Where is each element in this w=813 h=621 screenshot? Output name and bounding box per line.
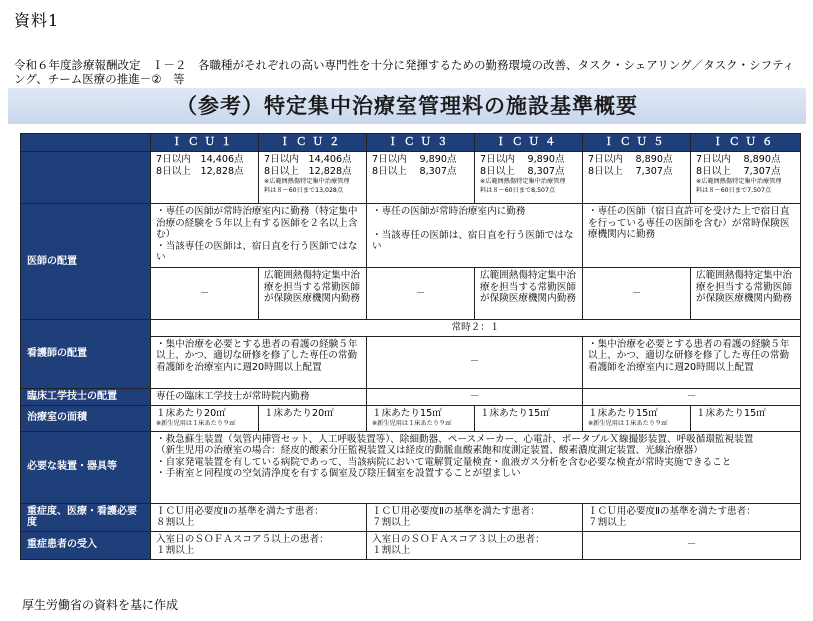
header-icu2: ＩＣＵ２ [259,134,367,152]
severity-icu34 [367,503,583,531]
area-value: １床あたり20㎡ [264,407,334,419]
equipment-line4: ・手術室と同程度の空気清浄度を有する個室及び陰圧個室を設置することが望ましい [156,468,521,479]
doctor-icu3-burn: － [367,268,475,320]
area-value: １床あたり15㎡ [372,407,442,419]
points-note1: ※広範囲熱傷特定集中治療管理 [264,178,350,185]
points-line1: 7日以内 14,406点 [156,154,244,165]
doctor-icu56-line1: ・専任の医師（宿日直許可を受けた上で宿日直を行っている専任の医師を含む）が常時保険医療機関内に勤務 [588,206,790,240]
severe-icu12-line2: １割以上 [156,545,195,556]
doctor-icu56 [583,204,801,268]
area-icu5 [583,405,691,431]
points-note2: 料は８～60日まで8,507点 [480,187,556,194]
doctor-icu12-line2: ・当該専任の医師は、宿日直を行う医師ではない [156,240,358,263]
area-value: １床あたり15㎡ [480,407,550,419]
nurse-icu34: － [367,336,583,388]
doctor-icu5-burn: － [583,268,691,320]
points-note1: ※広範囲熱傷特定集中治療管理 [696,178,782,185]
severe-row-head: 重症患者の受入 [21,531,151,559]
doctor-icu1-burn: － [151,268,259,320]
engineer-row-head: 臨床工学技士の配置 [21,388,151,405]
points-line1: 7日以内 9,890点 [480,154,565,165]
document-label: 資料1 [14,11,60,30]
points-icu5 [583,152,691,204]
area-value: １床あたり15㎡ [696,407,766,419]
equipment-line1: ・救急蘇生装置（気管内挿管セット、人工呼吸装置等）、除細動器、ペースメーカー、心電計、ポータブルＸ線撮影装置、呼吸循環監視装置 [156,433,754,445]
area-row-head: 治療室の面積 [21,405,151,431]
area-note: ※新生児用は１床あたり９㎡ [156,420,236,427]
engineer-icu34: － [367,388,583,405]
header-corner [21,134,151,152]
equipment-row-head: 必要な装置・器具等 [21,431,151,503]
source-note: 厚生労働省の資料を基に作成 [22,598,179,612]
doctor-icu12-line1: ・専任の医師が常時治療室内に勤務（特定集中治療の経験を５年以上有する医師を２名以上含む） [156,206,358,240]
points-note2: 料は８～60日まで7,507点 [696,187,772,194]
doctor-icu34-line2: ・当該専任の医師は、宿日直を行う医師ではない [372,229,574,252]
nurse-ratio: 常時２：１ [151,320,801,337]
points-line1: 7日以内 8,890点 [696,154,781,165]
area-icu6 [691,405,801,431]
area-icu2 [259,405,367,431]
equipment-line2: （新生児用の治療室の場合：経皮的酸素分圧監視装置又は経皮的動脈血酸素飽和度測定装置、酸素濃度測定装置、光線治療器） [156,445,703,456]
points-line2: 8日以上 8,307点 [372,165,457,177]
severe-icu12-line1: 入室日のＳＯＦＡスコア５以上の患者： [156,533,329,545]
points-line2: 8日以上 12,828点 [264,165,352,177]
severe-icu34-line1: 入室日のＳＯＦＡスコア３以上の患者： [372,533,545,545]
points-icu4 [475,152,583,204]
engineer-icu56: － [583,388,801,405]
doctor-icu34-line1: ・専任の医師が常時治療室内に勤務 [372,206,526,217]
doctor-icu34 [367,204,583,268]
severity-icu34-line1: ＩＣＵ用必要度Ⅱの基準を満たす患者： [372,505,540,517]
equipment-cell [151,431,801,503]
nurse-row-head: 看護師の配置 [21,320,151,389]
points-note2: 料は８～60日まで13,028点 [264,187,344,194]
criteria-table-wrap [20,133,800,560]
doctor-icu4-burn: 広範囲熱傷特定集中治療を担当する常勤医師が保険医療機関内勤務 [475,268,583,320]
points-icu1 [151,152,259,204]
header-icu3: ＩＣＵ３ [367,134,475,152]
area-value: １床あたり15㎡ [588,407,658,419]
area-note: ※新生児用は１床あたり９㎡ [372,420,452,427]
doctor-row-head: 医師の配置 [21,204,151,320]
area-icu4 [475,405,583,431]
severe-icu34-line2: １割以上 [372,545,411,556]
doctor-icu2-burn: 広範囲熱傷特定集中治療を担当する常勤医師が保険医療機関内勤務 [259,268,367,320]
points-row-head [21,152,151,204]
points-note1: ※広範囲熱傷特定集中治療管理 [480,178,566,185]
points-icu2 [259,152,367,204]
area-note: ※新生児用は１床あたり９㎡ [588,420,668,427]
severity-icu12-line1: ＩＣＵ用必要度Ⅱの基準を満たす患者： [156,505,324,517]
points-line2: 8日以上 7,307点 [696,165,781,177]
equipment-line3: ・自家発電装置を有している病院であって、当該病院において電解質定量検査・血液ガス分析を含む必要な検査が常時実施できること [156,456,732,468]
area-icu1 [151,405,259,431]
area-icu3 [367,405,475,431]
criteria-table [20,133,801,560]
points-line2: 8日以上 12,828点 [156,165,244,177]
header-icu5: ＩＣＵ５ [583,134,691,152]
severe-icu56: － [583,531,801,559]
doctor-icu12 [151,204,367,268]
severity-row-head: 重症度、医療・看護必要度 [21,503,151,531]
subtitle: 令和６年度診療報酬改定 Ｉ－２ 各職種がそれぞれの高い専門性を十分に発揮するための勤務環境の改善、タスク・シェアリング／タスク・シフティング、チーム医療の推進－② 等 [14,58,795,86]
nurse-icu12: ・集中治療を必要とする患者の看護の経験５年以上、かつ、適切な研修を修了した専任の常勤看護師を治療室内に週20時間以上配置 [151,336,367,388]
points-line1: 7日以内 9,890点 [372,154,457,165]
points-line1: 7日以内 8,890点 [588,154,673,165]
severity-icu56-line1: ＩＣＵ用必要度Ⅱの基準を満たす患者： [588,505,756,517]
engineer-icu12: 専任の臨床工学技士が常時院内勤務 [151,388,367,405]
header-icu4: ＩＣＵ４ [475,134,583,152]
severity-icu12 [151,503,367,531]
severe-icu12 [151,531,367,559]
severity-icu34-line2: ７割以上 [372,517,411,528]
points-line2: 8日以上 7,307点 [588,165,673,177]
area-value: １床あたり20㎡ [156,407,226,419]
nurse-icu56: ・集中治療を必要とする患者の看護の経験５年以上、かつ、適切な研修を修了した専任の常勤看護師を治療室内に週20時間以上配置 [583,336,801,388]
header-icu6: ＩＣＵ６ [691,134,801,152]
severe-icu34 [367,531,583,559]
doctor-icu6-burn: 広範囲熱傷特定集中治療を担当する常勤医師が保険医療機関内勤務 [691,268,801,320]
header-icu1: ＩＣＵ１ [151,134,259,152]
points-icu3 [367,152,475,204]
points-line2: 8日以上 8,307点 [480,165,565,177]
severity-icu56 [583,503,801,531]
severity-icu12-line2: ８割以上 [156,517,195,528]
points-line1: 7日以内 14,406点 [264,154,352,165]
page-title: （参考）特定集中治療室管理料の施設基準概要 [8,88,806,124]
points-icu6 [691,152,801,204]
severity-icu56-line2: ７割以上 [588,517,627,528]
